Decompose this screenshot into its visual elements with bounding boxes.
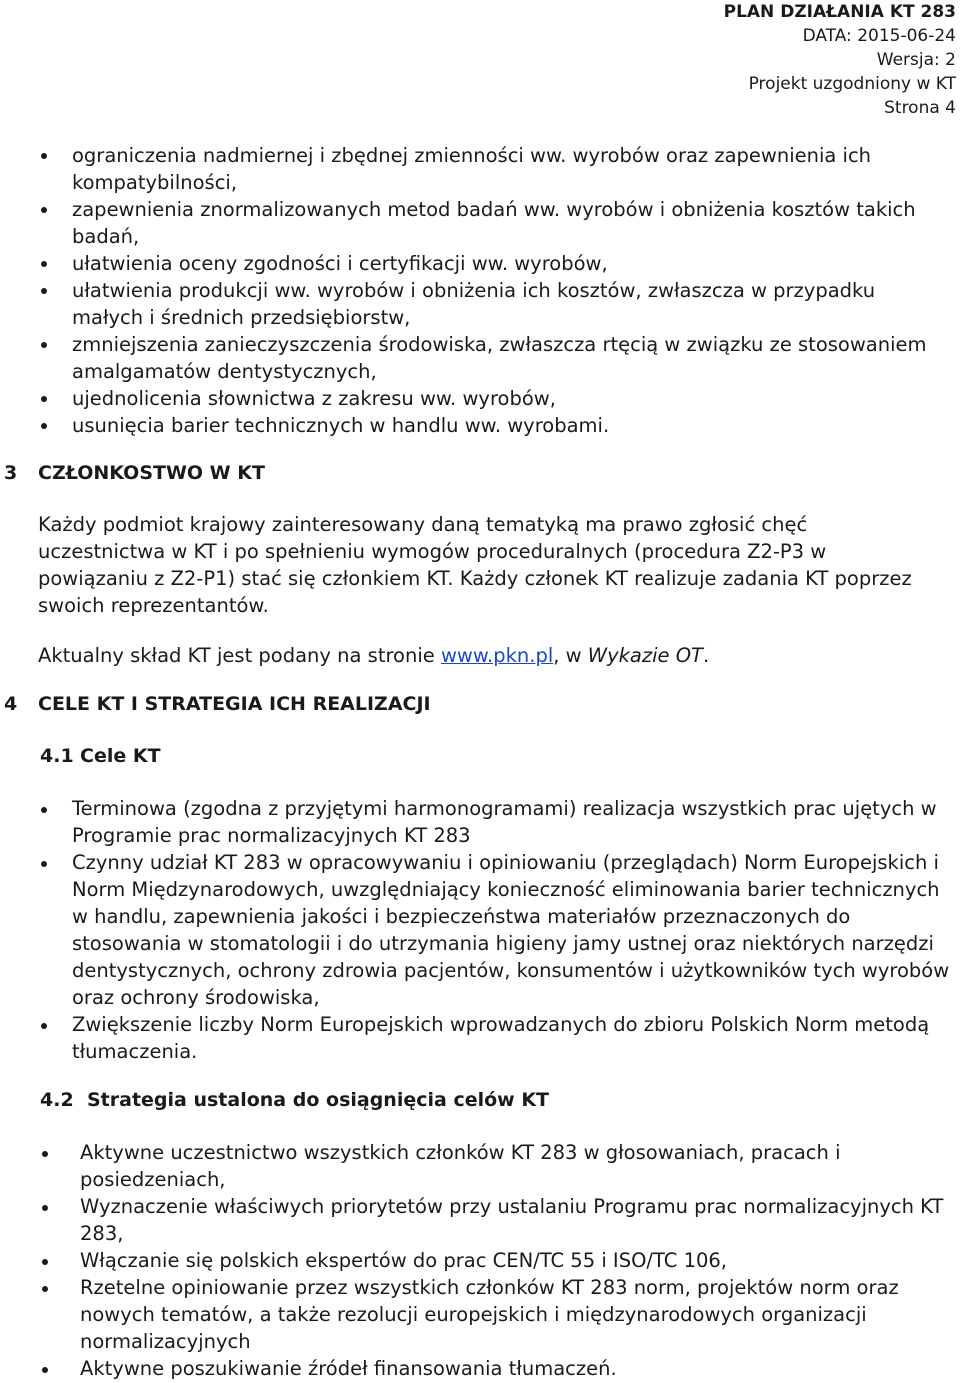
list-item-text: zapewnienia znormalizowanych metod badań ww. wyrobów i obniżenia kosztów takich badań, [72,198,916,248]
list-item [80,1355,955,1382]
bullet-icon [42,1286,48,1292]
list-item [72,795,957,849]
bullet-icon [41,153,47,159]
document-title: PLAN DZIAŁANIA KT 283 [723,2,956,22]
bullet-icon [42,1367,48,1373]
list-item-text: Czynny udział KT 283 w opracowywaniu i opiniowaniu (przeglądach) Norm Europejskich i Norm Międzynarodowych, uwzględniający konieczność eliminowania barier technicznych w handlu, zapewnienia jakości i bezpieczeństwa materiałów przeznaczonych do stosowania w stomatologii i do utrzymania higieny jamy ustnej oraz niektórych narzędzi dentystycznych, ochrony zdrowia pacjentów, konsumentów i użytkowników tych wyrobów oraz ochrony środowiska, [72,851,950,1009]
bullet-icon [41,396,47,402]
list-item [72,196,952,250]
page-number: Strona 4 [884,98,956,118]
list-item [72,331,952,385]
list-item-text: usunięcia barier technicznych w handlu ww. wyrobami. [72,414,610,437]
list-item-text: zmniejszenia zanieczyszczenia środowiska, zwłaszcza rtęcią w związku ze stosowaniem amalgamatów dentystycznych, [72,333,927,383]
subsection-4-1-number: 4.1 [40,745,74,767]
list-item-text: ujednolicenia słownictwa z zakresu ww. wyrobów, [72,387,556,410]
list-item-text: Terminowa (zgodna z przyjętymi harmonogramami) realizacja wszystkich prac ujętych w Programie prac normalizacyjnych KT 283 [72,797,937,847]
composition-text-end: . [702,644,710,667]
list-item [72,849,957,1011]
composition-text-mid: , w [553,644,588,667]
membership-paragraph: Każdy podmiot krajowy zainteresowany daną tematyką ma prawo zgłosić chęć uczestnictwa w KT i po spełnieniu wymogów proceduralnych (procedura Z2-P3 w powiązaniu z Z2-P1) stać się członkiem KT. Każdy członek KT realizuje zadania KT poprzez swoich reprezentantów. [38,513,912,617]
wykaz-ot-reference: Wykazie OT [587,644,703,667]
list-item [80,1139,955,1193]
list-item-text: Aktywne uczestnictwo wszystkich członków KT 283 w głosowaniach, pracach i posiedzeniach, [80,1141,841,1191]
list-item [72,412,952,439]
goals-list [72,795,957,1065]
composition-text: Aktualny skład KT jest podany na stronie [38,644,441,667]
document-version: Wersja: 2 [876,50,956,70]
bullet-icon [42,1205,48,1211]
list-item [72,385,952,412]
bullet-icon [41,861,47,867]
strategy-list [80,1139,955,1382]
bullet-icon [41,807,47,813]
section-4-number: 4 [4,693,18,715]
list-item-text: ułatwienia produkcji ww. wyrobów i obniżenia ich kosztów, zwłaszcza w przypadku małych i średnich przedsiębiorstw, [72,279,876,329]
composition-paragraph [38,642,938,669]
list-item-text: Wyznaczenie właściwych priorytetów przy ustalaniu Programu prac normalizacyjnych KT 283, [80,1195,944,1245]
pkn-link[interactable]: www.pkn.pl [440,644,554,667]
list-item [72,1011,957,1065]
bullet-icon [42,1259,48,1265]
bullet-icon [41,342,47,348]
list-item [80,1274,955,1355]
page-header [724,0,956,120]
list-item [72,250,952,277]
subsection-4-1-heading: Cele KT [80,745,161,767]
section-3-heading: CZŁONKOSTWO W KT [38,462,265,484]
bullet-icon [41,207,47,213]
objectives-list [72,142,952,439]
list-item-text: Włączanie się polskich ekspertów do prac CEN/TC 55 i ISO/TC 106, [80,1249,727,1272]
list-item [80,1193,955,1247]
subsection-4-2-heading: Strategia ustalona do osiągnięcia celów KT [87,1089,550,1111]
section-4-heading: CELE KT I STRATEGIA ICH REALIZACJI [38,693,431,715]
document-status: Projekt uzgodniony w KT [748,74,956,94]
list-item-text: ograniczenia nadmiernej i zbędnej zmienności ww. wyrobów oraz zapewnienia ich kompatybilności, [72,144,872,194]
bullet-icon [41,423,47,429]
subsection-4-2-number: 4.2 [40,1089,74,1111]
list-item [72,277,952,331]
list-item [80,1247,955,1274]
list-item-text: Zwiększenie liczby Norm Europejskich wprowadzanych do zbioru Polskich Norm metodą tłumaczenia. [72,1013,930,1063]
bullet-icon [41,261,47,267]
document-date: DATA: 2015-06-24 [802,26,956,46]
list-item-text: Rzetelne opiniowanie przez wszystkich członków KT 283 norm, projektów norm oraz nowych tematów, a także rezolucji europejskich i międzynarodowych organizacji normalizacyjnych [80,1276,899,1353]
bullet-icon [41,1023,47,1029]
bullet-icon [42,1151,48,1157]
section-3-number: 3 [4,462,18,484]
bullet-icon [41,288,47,294]
list-item-text: ułatwienia oceny zgodności i certyfikacji ww. wyrobów, [72,252,608,275]
list-item-text: Aktywne poszukiwanie źródeł finansowania tłumaczeń. [80,1357,617,1380]
list-item [72,142,952,196]
